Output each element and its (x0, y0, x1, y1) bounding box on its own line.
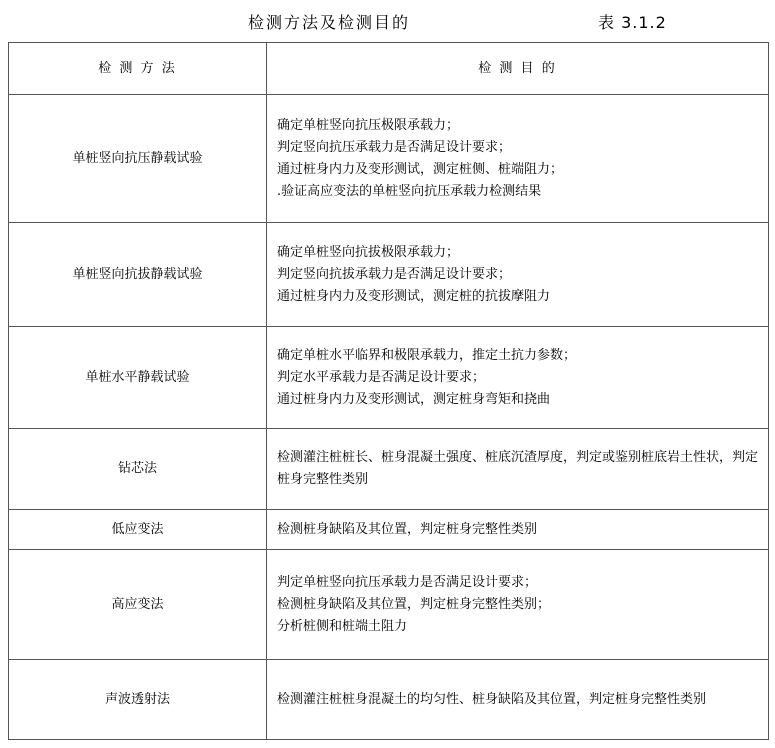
column-header-method: 检 测 方 法 (9, 43, 267, 95)
method-cell: 单桩水平静载试验 (9, 327, 267, 429)
purpose-line: 判定单桩竖向抗压承载力是否满足设计要求； (277, 574, 538, 590)
purpose-line: 确定单桩竖向抗拔极限承载力； (277, 244, 460, 260)
table-title: 检测方法及检测目的 (248, 13, 411, 32)
method-cell: 低应变法 (9, 510, 267, 550)
table-row (9, 429, 769, 510)
purpose-line: 确定单桩竖向抗压极限承载力； (277, 117, 460, 133)
column-header-purpose: 检 测 目 的 (267, 43, 769, 95)
purpose-cell (267, 660, 769, 740)
method-cell: 单桩竖向抗拔静载试验 (9, 223, 267, 327)
purpose-text: 检测灌注桩桩身混凝土的均匀性、桩身缺陷及其位置，判定桩身完整性类别 (277, 691, 707, 707)
purpose-line: 分析桩侧和桩端土阻力 (277, 618, 408, 634)
purpose-cell (267, 327, 769, 429)
method-purpose-table (8, 42, 769, 740)
purpose-cell (267, 95, 769, 223)
purpose-line: 确定单桩水平临界和极限承载力，推定土抗力参数； (277, 347, 577, 363)
table-row (9, 550, 769, 660)
method-cell: 钻芯法 (9, 429, 267, 510)
purpose-line: .验证高应变法的单桩竖向抗压承载力检测结果 (277, 183, 542, 199)
purpose-line: 通过桩身内力及变形测试，测定桩身弯矩和挠曲 (277, 391, 551, 407)
method-cell: 声波透射法 (9, 660, 267, 740)
method-cell: 高应变法 (9, 550, 267, 660)
purpose-line: 判定竖向抗拔承载力是否满足设计要求； (277, 266, 512, 282)
purpose-line: 检测桩身缺陷及其位置，判定桩身完整性类别 (277, 521, 538, 537)
table-caption (0, 8, 775, 34)
method-cell: 单桩竖向抗压静载试验 (9, 95, 267, 223)
purpose-line: 通过桩身内力及变形测试，测定桩侧、桩端阻力； (277, 161, 564, 177)
purpose-text: 检测灌注桩桩长、桩身混凝土强度、桩底沉渣厚度，判定或鉴别桩底岩土性状，判定桩身完整性类别 (277, 450, 759, 487)
purpose-cell (267, 510, 769, 550)
purpose-cell (267, 223, 769, 327)
purpose-line: 检测桩身缺陷及其位置，判定桩身完整性类别； (277, 596, 551, 612)
table-row (9, 660, 769, 740)
table-row (9, 95, 769, 223)
table-row (9, 327, 769, 429)
purpose-line: 判定水平承载力是否满足设计要求； (277, 369, 486, 385)
table-row (9, 223, 769, 327)
purpose-cell (267, 429, 769, 510)
purpose-line: 判定竖向抗压承载力是否满足设计要求； (277, 139, 512, 155)
table-row (9, 510, 769, 550)
purpose-line: 通过桩身内力及变形测试，测定桩的抗拔摩阻力 (277, 288, 551, 304)
table-header-row (9, 43, 769, 95)
purpose-cell (267, 550, 769, 660)
table-number: 表 3.1.2 (598, 13, 667, 32)
